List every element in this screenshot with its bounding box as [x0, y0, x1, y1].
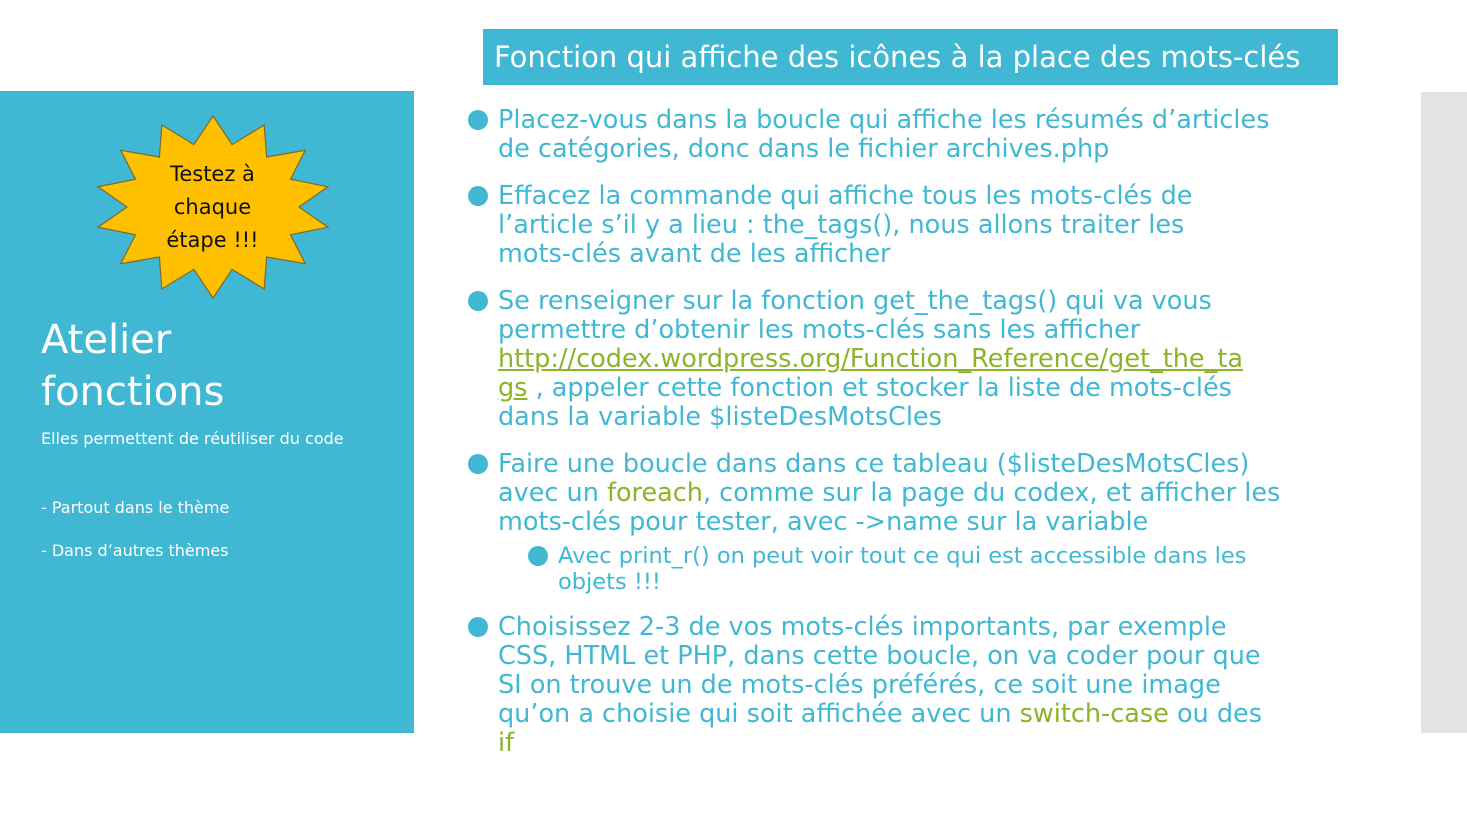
sidebar-list-item: - Partout dans le thème: [41, 498, 230, 517]
bullet-line: Choisissez 2-3 de vos mots-clés importants, par exemple: [498, 612, 1227, 642]
sidebar-title: [41, 314, 401, 418]
bullet-line: permettre d’obtenir les mots-clés sans les afficher: [498, 315, 1141, 345]
bullet-item: [466, 613, 1346, 758]
bullet-line: [498, 479, 1346, 508]
bullet-item: [466, 287, 1346, 432]
bullet-dot-icon: [468, 186, 488, 206]
bullet-line: mots-clés pour tester, avec ->name sur la variable: [498, 507, 1149, 537]
bullet-line: [498, 345, 1346, 374]
bullet-line: Placez-vous dans la boucle qui affiche les résumés d’articles: [498, 105, 1270, 135]
bullet-text: qu’on a choisie qui soit affichée avec un: [498, 699, 1020, 729]
bullet-text: avec un: [498, 478, 607, 508]
bullet-line: Faire une boucle dans dans ce tableau ($listeDesMotsCles): [498, 449, 1250, 479]
bullet-list: [466, 106, 1346, 776]
sidebar-description: Elles permettent de réutiliser du code: [41, 429, 344, 448]
codex-link-part1[interactable]: http://codex.wordpress.org/Function_Reference/get_the_ta: [498, 344, 1243, 374]
right-side-strip: [1421, 92, 1467, 733]
bullet-text: ou des: [1168, 699, 1262, 729]
bullet-line: dans la variable $listeDesMotsCles: [498, 402, 942, 432]
switch-case-keyword: switch-case: [1019, 699, 1169, 729]
bullet-dot-icon: [468, 110, 488, 130]
bullet-line: mots-clés avant de les afficher: [498, 239, 891, 269]
bullet-dot-icon: [468, 617, 488, 637]
bullet-item: [466, 182, 1346, 269]
sub-bullet-line: Avec print_r() on peut voir tout ce qui est accessible dans les: [558, 543, 1247, 569]
sidebar-title-line: fonctions: [41, 369, 225, 415]
bullet-text: , appeler cette fonction et stocker la liste de mots-clés: [527, 373, 1232, 403]
sub-bullet-dot-icon: [528, 546, 548, 566]
bullet-line: CSS, HTML et PHP, dans cette boucle, on va coder pour que: [498, 641, 1261, 671]
bullet-line: l’article s’il y a lieu : the_tags(), nous allons traiter les: [498, 210, 1185, 240]
bullet-line: SI on trouve un de mots-clés préférés, ce soit une image: [498, 670, 1221, 700]
bullet-text: , comme sur la page du codex, et afficher les: [702, 478, 1281, 508]
bullet-line: [498, 729, 1346, 758]
bullet-line: Effacez la commande qui affiche tous les mots-clés de: [498, 181, 1193, 211]
sidebar-title-line: Atelier: [41, 317, 172, 363]
bullet-item: [466, 106, 1346, 164]
bullet-line: Se renseigner sur la fonction get_the_tags() qui va vous: [498, 286, 1212, 316]
sidebar-list-item: - Dans d’autres thèmes: [41, 541, 229, 560]
callout-line: étape !!!: [166, 228, 259, 252]
codex-link-part2[interactable]: gs: [498, 373, 528, 403]
bullet-line: [498, 374, 1346, 403]
bullet-line: [498, 700, 1346, 729]
callout-line: chaque: [173, 195, 252, 219]
bullet-dot-icon: [468, 454, 488, 474]
if-keyword: if: [498, 728, 515, 758]
sub-bullet-line: objets !!!: [558, 569, 661, 595]
slide-title: Fonction qui affiche des icônes à la place des mots-clés: [483, 29, 1338, 85]
sub-bullet-item: [498, 543, 1346, 595]
callout-line: Testez à: [170, 162, 255, 186]
bullet-item: [466, 450, 1346, 595]
bullet-dot-icon: [468, 291, 488, 311]
foreach-keyword: foreach: [606, 478, 703, 508]
bullet-line: de catégories, donc dans le fichier archives.php: [498, 134, 1110, 164]
callout-text: [140, 158, 285, 257]
